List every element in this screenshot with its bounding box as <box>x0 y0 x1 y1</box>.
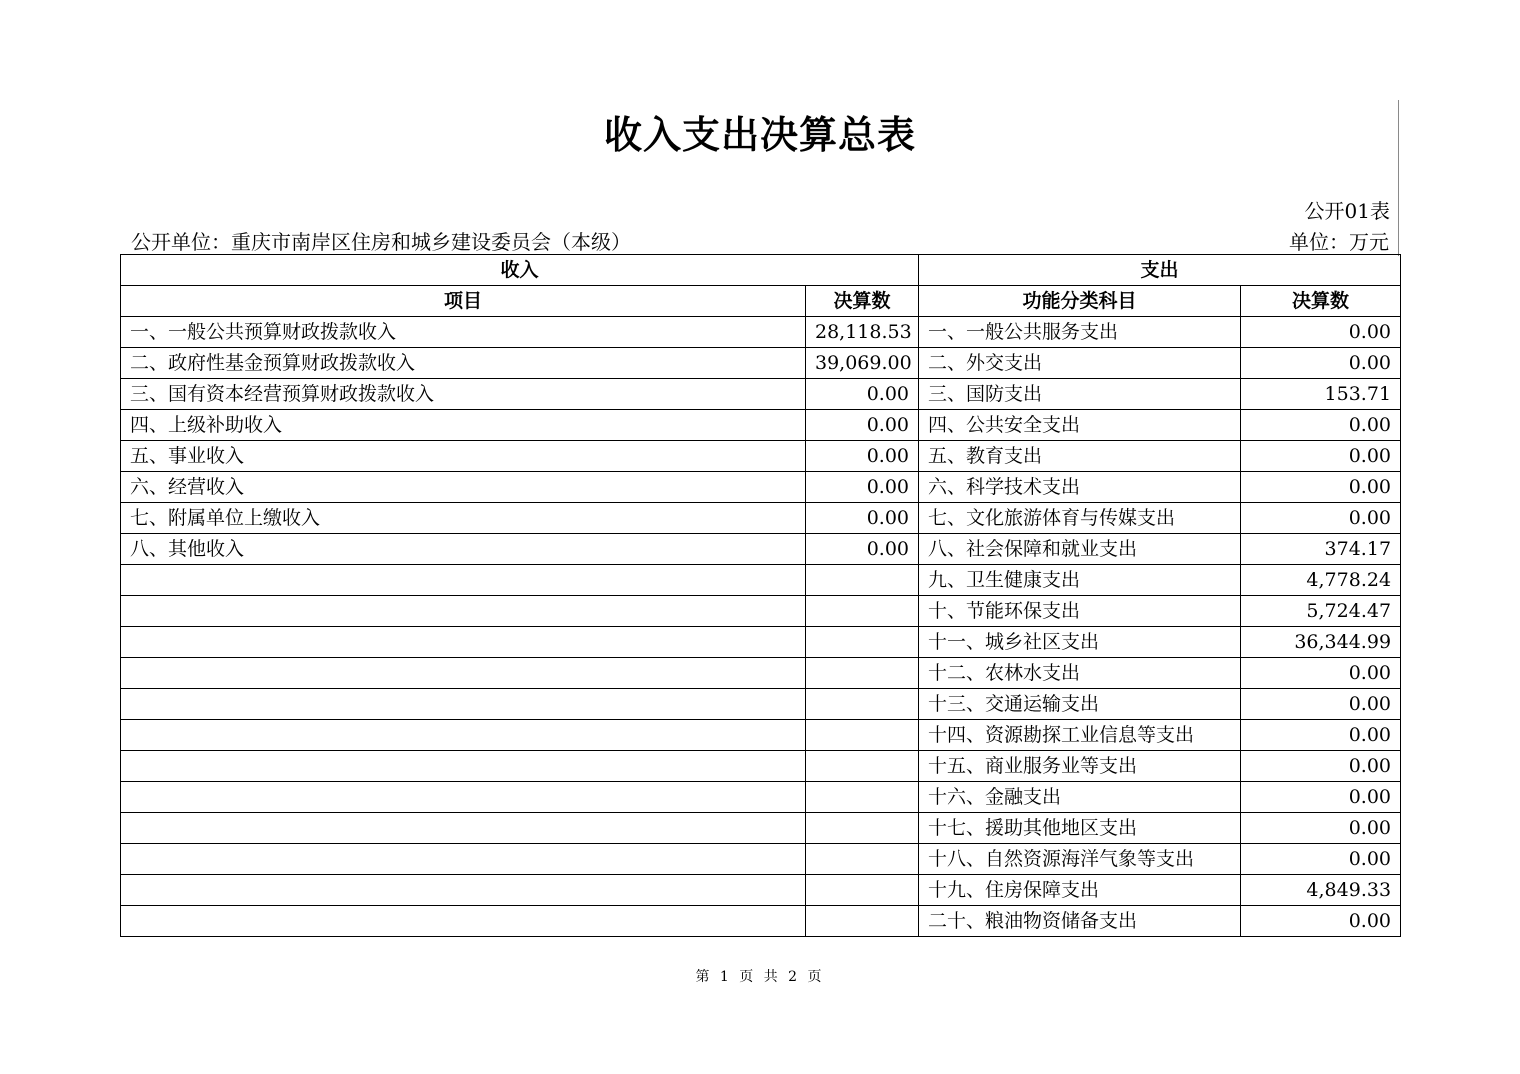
income-amount-cell <box>806 875 919 906</box>
expense-amount-cell: 0.00 <box>1241 317 1401 348</box>
income-item-cell <box>121 751 806 782</box>
table-row <box>121 596 1401 627</box>
income-amount-cell: 0.00 <box>806 503 919 534</box>
table-row <box>121 503 1401 534</box>
expense-amount-cell: 0.00 <box>1241 813 1401 844</box>
expense-item-cell: 三、国防支出 <box>919 379 1241 410</box>
expense-item-cell: 十八、自然资源海洋气象等支出 <box>919 844 1241 875</box>
income-item-cell <box>121 627 806 658</box>
expense-amount-cell: 0.00 <box>1241 689 1401 720</box>
table-row <box>121 720 1401 751</box>
expense-item-cell: 二十、粮油物资储备支出 <box>919 906 1241 937</box>
expense-amount-cell: 374.17 <box>1241 534 1401 565</box>
table-row <box>121 782 1401 813</box>
income-amount-cell: 0.00 <box>806 410 919 441</box>
income-item-cell: 五、事业收入 <box>121 441 806 472</box>
income-amount-cell <box>806 844 919 875</box>
income-item-cell: 八、其他收入 <box>121 534 806 565</box>
income-amount-cell <box>806 720 919 751</box>
income-amount-cell <box>806 751 919 782</box>
expense-amount-cell: 4,849.33 <box>1241 875 1401 906</box>
expense-amount-column-header: 决算数 <box>1241 286 1401 317</box>
income-amount-cell: 0.00 <box>806 379 919 410</box>
income-item-column-header: 项目 <box>121 286 806 317</box>
expense-amount-cell: 0.00 <box>1241 658 1401 689</box>
expense-amount-cell: 0.00 <box>1241 472 1401 503</box>
expense-item-cell: 十六、金融支出 <box>919 782 1241 813</box>
expense-item-cell: 四、公共安全支出 <box>919 410 1241 441</box>
expense-amount-cell: 153.71 <box>1241 379 1401 410</box>
page-edge-rule <box>1398 100 1399 256</box>
income-amount-cell <box>806 658 919 689</box>
expense-item-cell: 十二、农林水支出 <box>919 658 1241 689</box>
income-item-cell <box>121 844 806 875</box>
expense-item-cell: 十、节能环保支出 <box>919 596 1241 627</box>
expense-item-cell: 九、卫生健康支出 <box>919 565 1241 596</box>
table-row <box>121 441 1401 472</box>
income-item-cell <box>121 906 806 937</box>
income-item-cell: 二、政府性基金预算财政拨款收入 <box>121 348 806 379</box>
expense-amount-cell: 0.00 <box>1241 844 1401 875</box>
reporting-organization: 公开单位：重庆市南岸区住房和城乡建设委员会（本级） <box>131 230 631 254</box>
income-item-cell: 一、一般公共预算财政拨款收入 <box>121 317 806 348</box>
income-amount-cell <box>806 565 919 596</box>
income-item-cell <box>121 689 806 720</box>
column-header-row <box>121 286 1401 317</box>
income-amount-cell <box>806 813 919 844</box>
income-amount-cell: 0.00 <box>806 441 919 472</box>
expense-amount-cell: 0.00 <box>1241 410 1401 441</box>
income-amount-cell: 28,118.53 <box>806 317 919 348</box>
table-row <box>121 627 1401 658</box>
form-number: 公开01表 <box>1304 199 1390 223</box>
table-row <box>121 751 1401 782</box>
income-amount-cell: 39,069.00 <box>806 348 919 379</box>
income-item-cell <box>121 875 806 906</box>
table-row <box>121 906 1401 937</box>
income-item-cell <box>121 658 806 689</box>
table-row <box>121 813 1401 844</box>
expense-item-cell: 十三、交通运输支出 <box>919 689 1241 720</box>
income-item-cell: 七、附属单位上缴收入 <box>121 503 806 534</box>
income-expense-table <box>120 254 1401 937</box>
expense-amount-cell: 36,344.99 <box>1241 627 1401 658</box>
expense-item-cell: 六、科学技术支出 <box>919 472 1241 503</box>
expense-item-cell: 二、外交支出 <box>919 348 1241 379</box>
income-amount-cell <box>806 906 919 937</box>
document-title: 收入支出决算总表 <box>603 113 916 157</box>
expense-amount-cell: 0.00 <box>1241 751 1401 782</box>
income-item-cell: 三、国有资本经营预算财政拨款收入 <box>121 379 806 410</box>
income-amount-cell <box>806 596 919 627</box>
expense-amount-cell: 4,778.24 <box>1241 565 1401 596</box>
table-row <box>121 875 1401 906</box>
expense-item-cell: 七、文化旅游体育与传媒支出 <box>919 503 1241 534</box>
income-item-cell <box>121 565 806 596</box>
expense-item-cell: 十九、住房保障支出 <box>919 875 1241 906</box>
expense-amount-cell: 0.00 <box>1241 906 1401 937</box>
expense-item-cell: 十七、援助其他地区支出 <box>919 813 1241 844</box>
table-row <box>121 379 1401 410</box>
income-amount-cell <box>806 627 919 658</box>
expense-amount-cell: 0.00 <box>1241 720 1401 751</box>
income-item-cell <box>121 813 806 844</box>
income-item-cell: 四、上级补助收入 <box>121 410 806 441</box>
expense-section-header: 支出 <box>919 255 1401 286</box>
currency-unit: 单位：万元 <box>1289 230 1389 254</box>
table-row <box>121 472 1401 503</box>
income-amount-cell <box>806 689 919 720</box>
income-item-cell <box>121 596 806 627</box>
expense-item-cell: 十一、城乡社区支出 <box>919 627 1241 658</box>
table-row <box>121 565 1401 596</box>
table-row <box>121 689 1401 720</box>
expense-item-cell: 八、社会保障和就业支出 <box>919 534 1241 565</box>
table-row <box>121 410 1401 441</box>
page-footer: 第 1 页 共 2 页 <box>695 969 825 985</box>
income-amount-cell <box>806 782 919 813</box>
expense-item-column-header: 功能分类科目 <box>919 286 1241 317</box>
table-body <box>121 317 1401 937</box>
income-amount-column-header: 决算数 <box>806 286 919 317</box>
expense-item-cell: 五、教育支出 <box>919 441 1241 472</box>
expense-amount-cell: 0.00 <box>1241 782 1401 813</box>
expense-item-cell: 十五、商业服务业等支出 <box>919 751 1241 782</box>
table-row <box>121 844 1401 875</box>
table-row <box>121 534 1401 565</box>
income-section-header: 收入 <box>121 255 919 286</box>
section-header-row <box>121 255 1401 286</box>
expense-amount-cell: 5,724.47 <box>1241 596 1401 627</box>
expense-item-cell: 十四、资源勘探工业信息等支出 <box>919 720 1241 751</box>
expense-amount-cell: 0.00 <box>1241 348 1401 379</box>
table-row <box>121 348 1401 379</box>
income-item-cell <box>121 720 806 751</box>
table-row <box>121 658 1401 689</box>
table-row <box>121 317 1401 348</box>
income-item-cell: 六、经营收入 <box>121 472 806 503</box>
income-amount-cell: 0.00 <box>806 472 919 503</box>
expense-amount-cell: 0.00 <box>1241 503 1401 534</box>
expense-item-cell: 一、一般公共服务支出 <box>919 317 1241 348</box>
income-item-cell <box>121 782 806 813</box>
expense-amount-cell: 0.00 <box>1241 441 1401 472</box>
income-amount-cell: 0.00 <box>806 534 919 565</box>
